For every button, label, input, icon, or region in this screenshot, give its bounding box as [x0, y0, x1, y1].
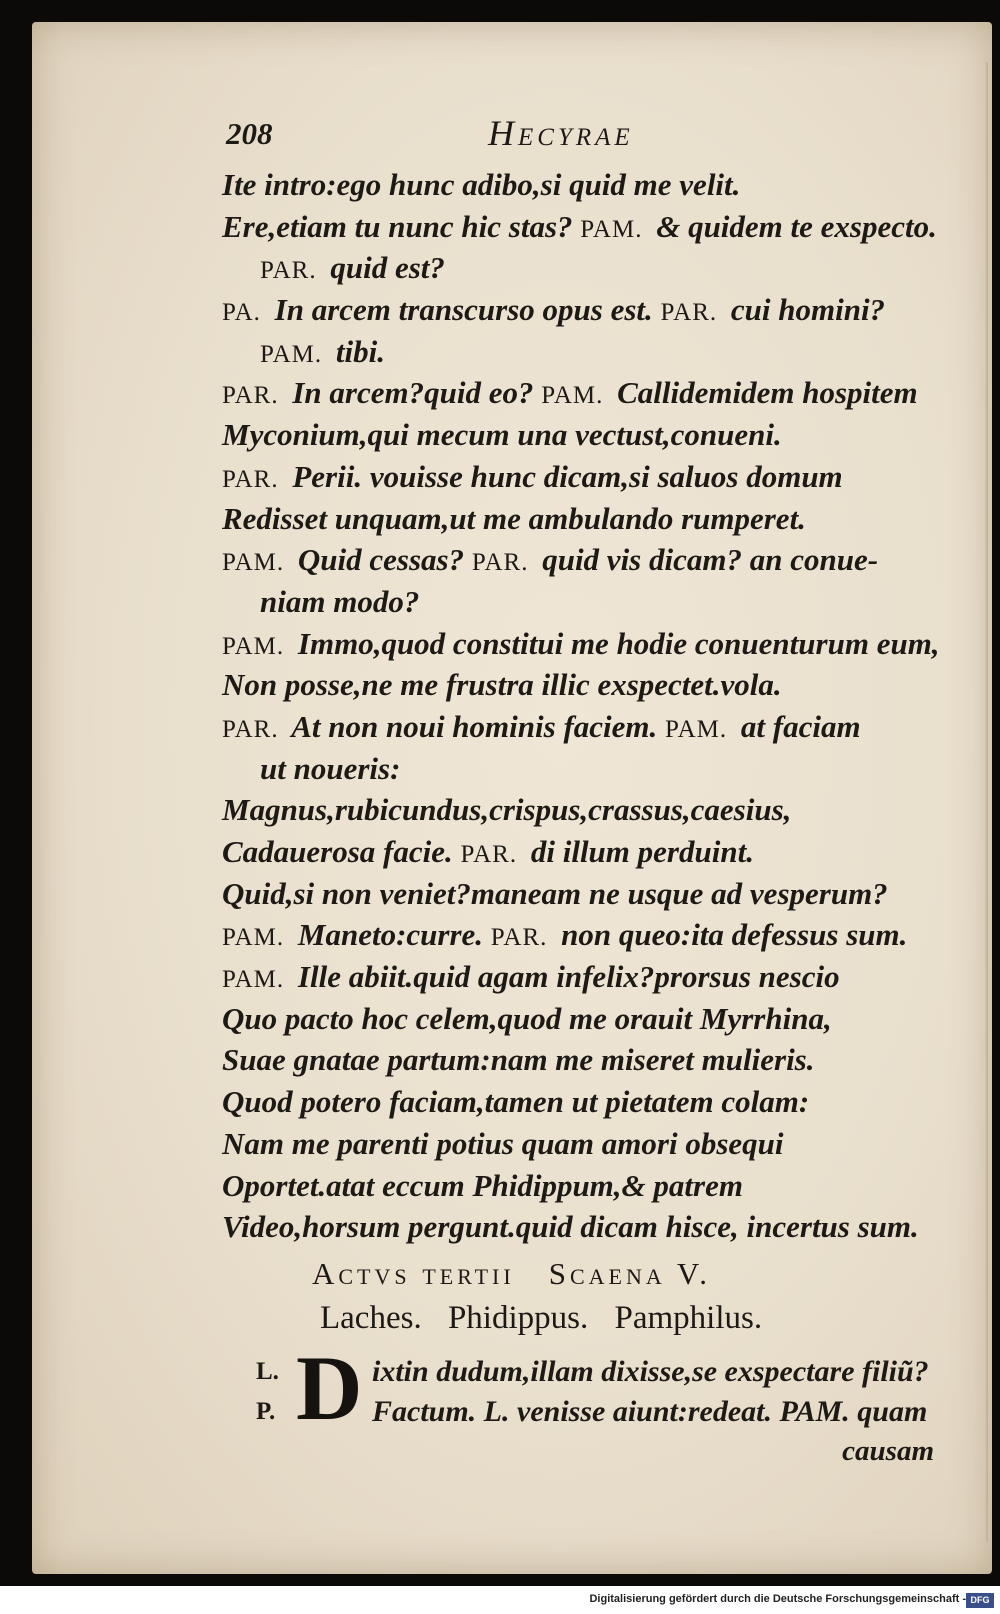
text-line — [222, 831, 962, 873]
line-text: Non posse,ne me frustra illic exspectet.vola. — [222, 667, 782, 703]
speaker-label: PAM. — [222, 632, 285, 660]
speaker-label: PAR. — [222, 715, 279, 743]
text-line — [222, 206, 962, 248]
dialogue-line — [222, 1395, 962, 1435]
line-text: Maneto:curre. — [290, 917, 491, 953]
drop-cap: D — [296, 1337, 363, 1439]
line-text: Callidemidem hospitem — [609, 375, 918, 411]
speaker-label: PAM. — [222, 549, 285, 577]
page-edge — [985, 62, 988, 1542]
line-text: Redisset unquam,ut me ambulando rumperet. — [222, 500, 806, 536]
speaker-label: L. — [256, 1358, 279, 1385]
speaker-label: PAR. — [222, 465, 279, 493]
text-line — [222, 372, 962, 414]
line-text: Factum. L. venisse aiunt:redeat. PAM. quam — [372, 1395, 928, 1428]
character-name: Phidippus. — [447, 1300, 589, 1336]
text-line — [222, 1206, 962, 1248]
speaker-label: PAR. — [490, 924, 548, 952]
speaker-label: P. — [256, 1398, 276, 1425]
text-line — [222, 914, 962, 956]
text-line — [222, 1165, 962, 1207]
page-header — [32, 112, 992, 152]
catchword: causam — [842, 1435, 934, 1467]
speaker-label: PAR. — [260, 257, 317, 285]
speaker-label: PAM. — [665, 715, 728, 743]
speaker-label: PAM. — [260, 340, 323, 368]
text-line — [222, 414, 962, 456]
speaker-label: PAR. — [471, 549, 529, 577]
speaker-label: PAM. — [222, 966, 285, 994]
line-text: Ite intro:ego hunc adibo,si quid me velit. — [222, 167, 741, 202]
page-number: 208 — [226, 116, 273, 151]
line-text: di illum perduint. — [523, 834, 754, 869]
dialogue-line — [222, 1355, 962, 1395]
line-text: cui homini? — [723, 292, 886, 328]
line-text: Quo pacto hoc celem,quod me orauit Myrrhina, — [222, 1000, 832, 1036]
running-title: Hecyrae — [488, 113, 634, 153]
line-text: At non noui hominis faciem. — [284, 708, 666, 744]
scene-heading — [312, 1256, 711, 1292]
line-text: tibi. — [328, 333, 385, 369]
text-line — [222, 748, 962, 790]
funding-credit: Digitalisierung gefördert durch die Deutsche Forschungsgemeinschaft - — [589, 1593, 966, 1605]
book-page — [32, 22, 992, 1574]
text-line — [222, 1081, 962, 1123]
line-text: In arcem?quid eo? — [284, 375, 542, 411]
line-text: Oportet.atat eccum Phidippum,& patrem — [222, 1167, 743, 1203]
text-line — [222, 581, 962, 623]
line-text: Magnus,rubicundus,crispus,crassus,caesius, — [222, 792, 792, 828]
character-list — [320, 1300, 762, 1337]
text-line — [222, 623, 962, 665]
line-text: ixtin dudum,illam dixisse,se exspectare filiũ? — [372, 1355, 929, 1388]
speaker-label: PA. — [222, 299, 261, 327]
line-text: at faciam — [733, 708, 861, 744]
line-text: Suae gnatae partum:nam me miseret mulieris. — [222, 1042, 815, 1078]
line-text: Immo,quod constitui me hodie conuenturum eum, — [290, 625, 940, 661]
text-line — [222, 539, 962, 581]
text-line — [222, 164, 962, 206]
speaker-label: PAM. — [222, 924, 285, 952]
line-text: Myconium,qui mecum una vectust,conueni. — [222, 417, 782, 453]
line-text: Cadauerosa facie. — [222, 834, 461, 869]
line-text: Nam me parenti potius quam amori obsequi — [222, 1125, 784, 1161]
text-line — [222, 789, 962, 831]
character-name: Laches. — [320, 1300, 422, 1336]
line-text: quid vis dicam? an conue- — [534, 542, 879, 578]
text-line — [222, 331, 962, 373]
line-text: Quod potero faciam,tamen ut pietatem colam: — [222, 1084, 810, 1120]
text-line — [222, 873, 962, 915]
line-text: Ere,etiam tu nunc hic stas? — [222, 208, 581, 244]
act-label: Actvs tertii — [312, 1256, 515, 1291]
line-text: Video,horsum pergunt.quid dicam hisce, incertus sum. — [222, 1209, 919, 1245]
scene-dialogue — [222, 1355, 962, 1435]
text-line — [222, 289, 962, 331]
text-line — [222, 1123, 962, 1165]
line-text: Quid cessas? — [290, 542, 472, 578]
text-block — [222, 164, 962, 1248]
text-line — [222, 498, 962, 540]
text-line — [222, 247, 962, 289]
line-text: In arcem transcurso opus est. — [266, 292, 661, 328]
line-text: & quidem te exspecto. — [648, 208, 937, 244]
line-text: Perii. vouisse hunc dicam,si saluos domum — [284, 458, 843, 494]
text-line — [222, 706, 962, 748]
speaker-label: PAR. — [222, 382, 279, 410]
line-text: non queo:ita defessus sum. — [553, 917, 908, 953]
line-text: Quid,si non veniet?maneam ne usque ad vesperum? — [222, 875, 888, 911]
character-name: Pamphilus. — [614, 1300, 763, 1336]
speaker-label: PAR. — [660, 299, 718, 327]
text-line — [222, 998, 962, 1040]
text-line — [222, 1039, 962, 1081]
speaker-label: PAR. — [460, 841, 518, 868]
footer-bar — [0, 1586, 1000, 1614]
line-text: ut noueris: — [260, 750, 401, 786]
text-line — [222, 956, 962, 998]
line-text: niam modo? — [260, 583, 420, 619]
line-text: Ille abiit.quid agam infelix?prorsus nescio — [290, 959, 840, 995]
speaker-label: PAM. — [541, 382, 604, 410]
text-line — [222, 456, 962, 498]
scene-label: Scaena V. — [548, 1256, 712, 1291]
line-text: quid est? — [322, 250, 445, 286]
text-line — [222, 664, 962, 706]
dfg-logo-icon: DFG — [966, 1593, 994, 1608]
speaker-label: PAM. — [580, 215, 643, 243]
